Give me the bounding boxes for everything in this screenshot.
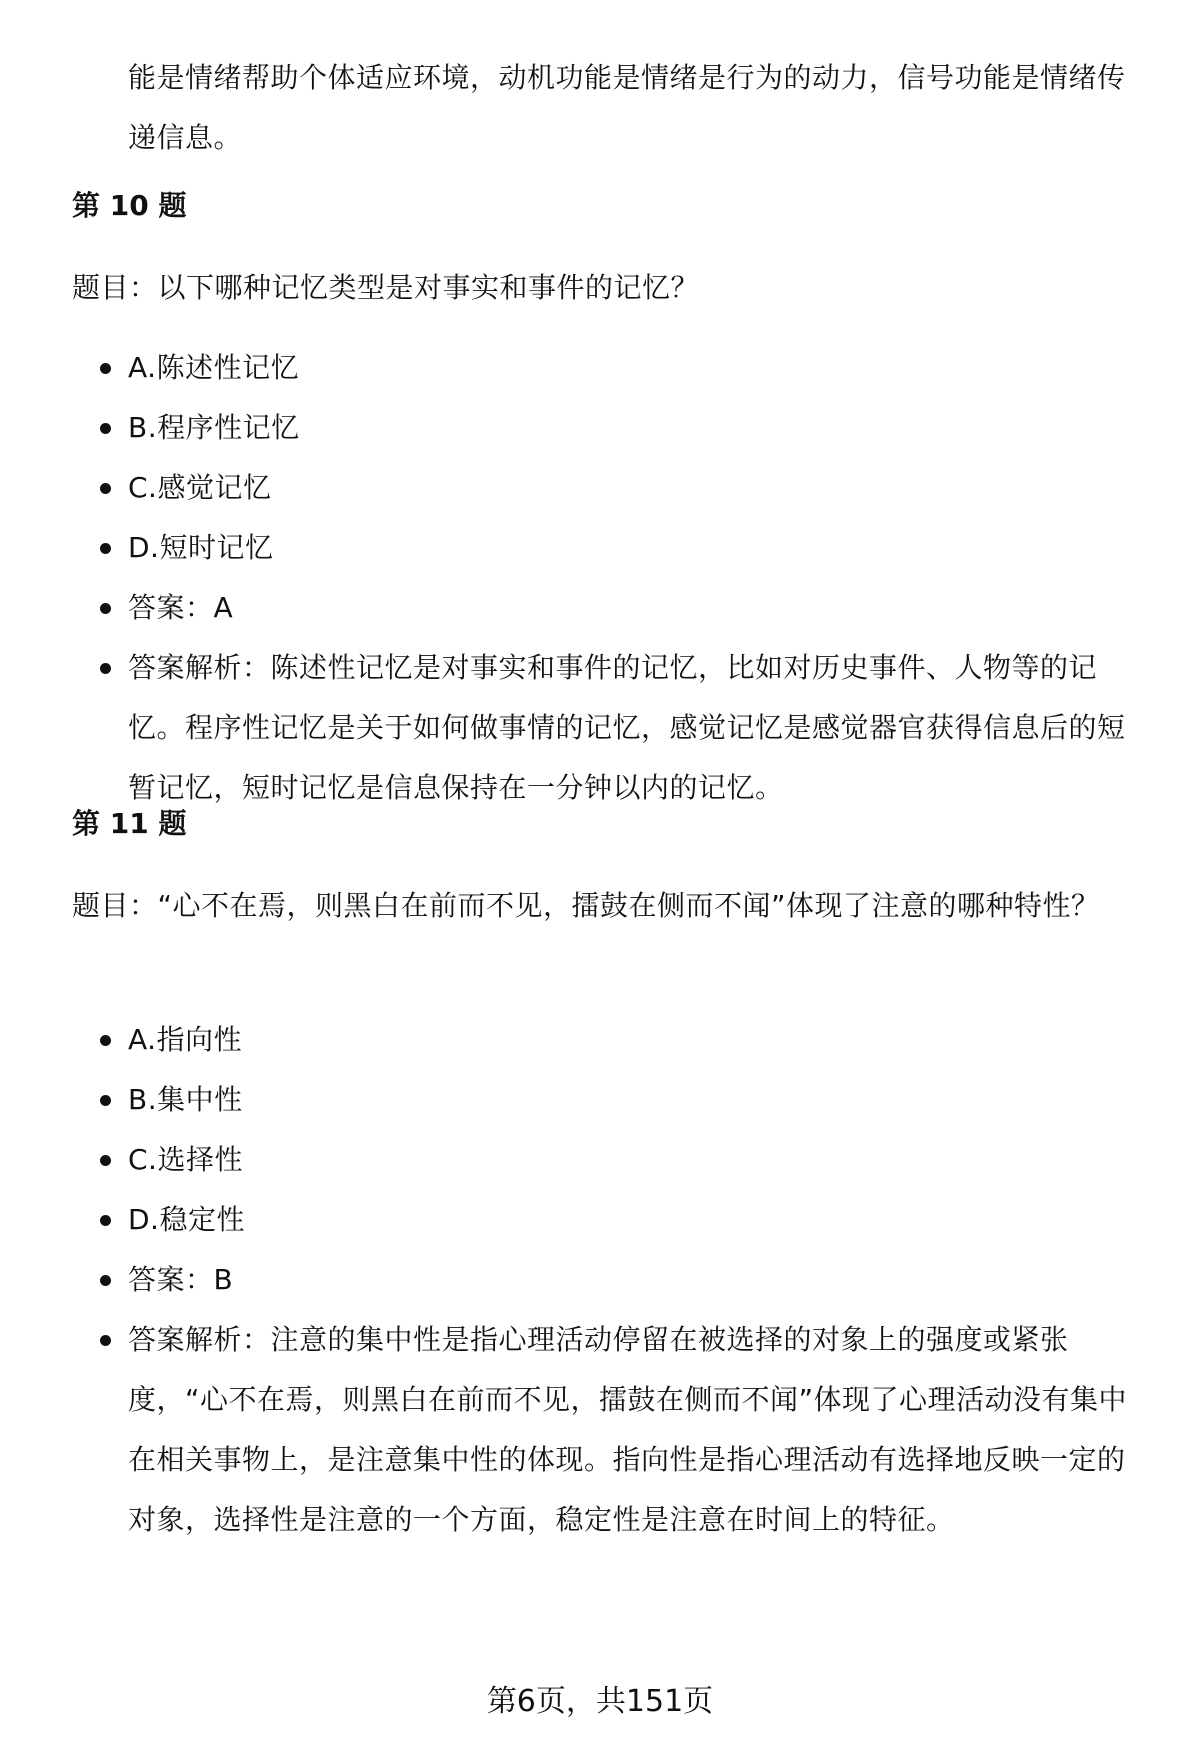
list-item: B.集中性: [0, 1070, 1200, 1130]
question-11-heading: 第 11 题: [72, 807, 187, 840]
list-item: B.程序性记忆: [0, 398, 1200, 458]
bullet-icon: [100, 423, 111, 434]
list-item: A.指向性: [0, 1010, 1200, 1070]
question-11-options: [0, 1010, 1200, 1550]
question-10-heading: 第 10 题: [72, 189, 187, 222]
question-10-text: 题目：以下哪种记忆类型是对事实和事件的记忆？: [72, 271, 700, 304]
page-number-footer: 第6页，共151页: [486, 1684, 714, 1719]
bullet-icon: [100, 543, 111, 554]
bullet-icon: [100, 1035, 111, 1046]
explanation-item: 答案解析：注意的集中性是指心理活动停留在被选择的对象上的强度或紧张度，“心不在焉，则黑白在前而不见，擂鼓在侧而不闻”体现了心理活动没有集中在相关事物上，是注意集中性的体现。指向性是指心理活动有选择地反映一定的对象，选择性是注意的一个方面，稳定性是注意在时间上的特征。: [0, 1310, 1200, 1550]
bullet-icon: [100, 1095, 111, 1106]
list-item: C.选择性: [0, 1130, 1200, 1190]
answer-item: 答案：A: [0, 578, 1200, 638]
question-11-text: 题目：“心不在焉，则黑白在前而不见，擂鼓在侧而不闻”体现了注意的哪种特性？: [72, 889, 1100, 922]
list-item: A.陈述性记忆: [0, 338, 1200, 398]
bullet-icon: [100, 483, 111, 494]
bullet-icon: [100, 1335, 111, 1346]
question-10-options: [0, 338, 1200, 818]
bullet-icon: [100, 603, 111, 614]
bullet-icon: [100, 363, 111, 374]
bullet-icon: [100, 1215, 111, 1226]
bullet-icon: [100, 1275, 111, 1286]
bullet-icon: [100, 1155, 111, 1166]
explanation-item: 答案解析：陈述性记忆是对事实和事件的记忆，比如对历史事件、人物等的记忆。程序性记忆是关于如何做事情的记忆，感觉记忆是感觉器官获得信息后的短暂记忆，短时记忆是信息保持在一分钟以内的记忆。: [0, 638, 1200, 818]
answer-item: 答案：B: [0, 1250, 1200, 1310]
list-item: D.稳定性: [0, 1190, 1200, 1250]
list-item: D.短时记忆: [0, 518, 1200, 578]
list-item: C.感觉记忆: [0, 458, 1200, 518]
continuation-paragraph: 能是情绪帮助个体适应环境，动机功能是情绪是行为的动力，信号功能是情绪传递信息。: [128, 61, 1126, 154]
bullet-icon: [100, 663, 111, 674]
